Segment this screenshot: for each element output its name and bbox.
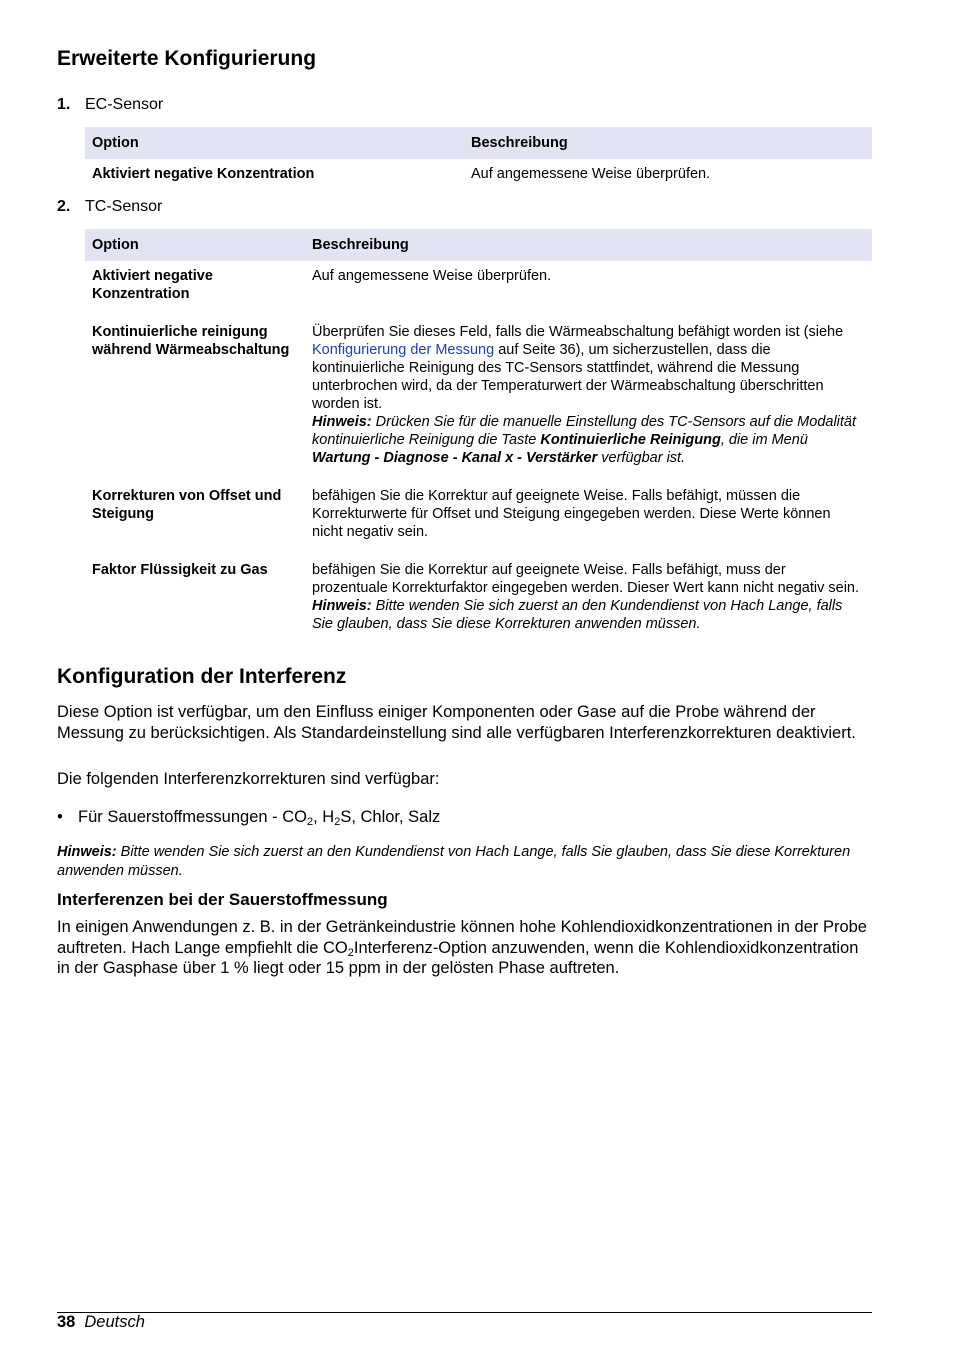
option-cell: Kontinuierliche reinigung während Wärmeabschaltung	[92, 324, 290, 358]
subscript: 2	[334, 816, 341, 828]
button-name-kontinuierliche-reinigung: Kontinuierliche Reinigung	[540, 432, 721, 448]
paragraph-text: In einigen Anwendungen z. B. in der Getränkeindustrie können hohe Kohlendioxidkonzentrationen in der Probe auftreten. Hach Lange empfiehlt die CO	[57, 918, 867, 957]
description-cell: Auf angemessene Weise überprüfen.	[471, 166, 711, 182]
note-label: Hinweis:	[312, 598, 372, 614]
note	[312, 598, 842, 632]
description-text: auf Seite 36), um sicherzustellen, dass die kontinuierliche Reinigung des TC-Sensors stattfindet, während die Messung unterbrochen wird, da der Temperaturwert der Wärmeabschaltung überschritten worden ist.	[312, 342, 824, 412]
table-row	[85, 317, 872, 481]
description-cell	[305, 555, 872, 647]
option-cell: Korrekturen von Offset und Steigung	[92, 488, 282, 522]
ec-sensor-option-table	[85, 127, 872, 187]
link-konfigurierung-der-messung[interactable]: Konfigurierung der Messung	[312, 342, 495, 358]
page-footer	[57, 1312, 145, 1332]
description-text: befähigen Sie die Korrektur auf geeignete Weise. Falls befähigt, muss der prozentuale Korrekturfaktor eingegeben werden. Dieser Wert kann nicht negativ sein.	[312, 562, 860, 596]
header-beschreibung: Beschreibung	[464, 127, 872, 159]
section-title-konfiguration-der-interferenz: Konfiguration der Interferenz	[57, 665, 347, 688]
option-cell: Faktor Flüssigkeit zu Gas	[92, 562, 268, 578]
table-row	[85, 481, 872, 555]
subscript: 2	[306, 816, 314, 828]
step-number: 2.	[57, 198, 71, 215]
available-corrections-paragraph: Die folgenden Interferenzkorrekturen sind verfügbar:	[57, 770, 440, 788]
subscript: 2	[347, 946, 354, 959]
section-title-erweiterte-konfigurierung: Erweiterte Konfigurierung	[57, 47, 317, 70]
bullet-text-part: Für Sauerstoffmessungen - CO	[78, 808, 307, 826]
step-label: TC-Sensor	[85, 198, 163, 215]
oxygen-interference-paragraph	[57, 917, 872, 979]
note-text: Bitte wenden Sie sich zuerst an den Kundendienst von Hach Lange, falls Sie glauben, dass Sie diese Korrekturen anwenden müssen.	[312, 598, 843, 632]
table-header-row	[85, 229, 872, 261]
note-text: Bitte wenden Sie sich zuerst an den Kundendienst von Hach Lange, falls Sie glauben, dass Sie diese Korrekturen anwenden müssen.	[57, 844, 851, 879]
step-number: 1.	[57, 96, 71, 113]
bullet-dot: •	[57, 808, 63, 826]
description-text: Überprüfen Sie dieses Feld, falls die Wärmeabschaltung befähigt worden ist (siehe	[312, 324, 844, 340]
option-cell: Aktiviert negative Konzentration	[92, 268, 213, 302]
step-label: EC-Sensor	[85, 96, 164, 113]
page-number: 38	[57, 1313, 76, 1331]
bullet-text-part: S, Chlor, Salz	[340, 808, 441, 826]
header-option: Option	[85, 127, 464, 159]
table-row	[85, 261, 872, 317]
footer-divider	[57, 1312, 872, 1313]
menu-path: Wartung - Diagnose - Kanal x - Verstärker	[312, 450, 598, 466]
note-text: verfügbar ist.	[597, 450, 686, 466]
description-cell: befähigen Sie die Korrektur auf geeignete Weise. Falls befähigt, müssen die Korrekturwerte für Offset und Steigung eingegeben werden. Diese Werte können nicht negativ sein.	[312, 488, 831, 540]
note-text: Drücken Sie für die manuelle Einstellung des TC-Sensors auf die Modalität kontinuierliche Reinigung die Taste	[312, 414, 857, 448]
description-cell: Auf angemessene Weise überprüfen.	[312, 268, 552, 284]
paragraph-text: Interferenz-Option anzuwenden, wenn die Kohlendioxidkonzentration in der Gasphase über 1 % liegt oder 15 ppm in der gelösten Phase auftreten.	[57, 938, 859, 977]
note-text: , die im Menü	[720, 432, 808, 448]
table-row	[85, 159, 872, 187]
option-cell: Aktiviert negative Konzentration	[92, 166, 315, 182]
header-beschreibung: Beschreibung	[305, 229, 872, 261]
table-row	[85, 555, 872, 647]
subsection-title-interferenzen: Interferenzen bei der Sauerstoffmessung	[57, 890, 388, 909]
note-label: Hinweis:	[57, 844, 117, 860]
note	[57, 843, 857, 880]
intro-paragraph: Diese Option ist verfügbar, um den Einfluss einiger Komponenten oder Gase auf die Probe während der Messung zu berücksichtigen. Als Standardeinstellung sind alle verfügbaren Interferenzkorrekturen deaktiviert.	[57, 703, 856, 742]
bullet-text-part: , H	[313, 808, 335, 826]
note-label: Hinweis:	[312, 414, 372, 430]
tc-sensor-option-table	[85, 229, 872, 647]
table-header-row	[85, 127, 872, 159]
note	[312, 414, 856, 466]
description-cell	[305, 317, 872, 481]
bullet-text	[78, 807, 440, 827]
header-option: Option	[85, 229, 305, 261]
footer-language: Deutsch	[84, 1313, 145, 1331]
